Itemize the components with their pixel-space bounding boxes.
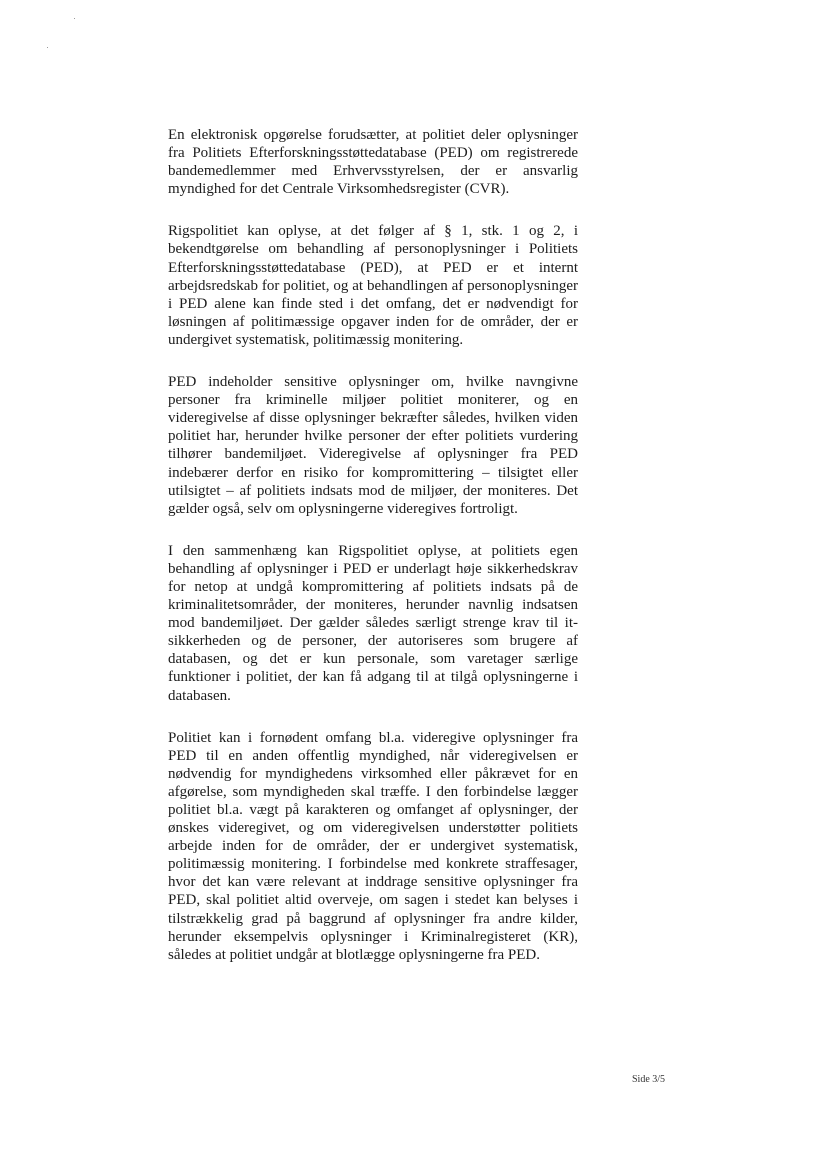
paragraph-2: Rigspolitiet kan oplyse, at det følger af § 1, stk. 1 og 2, i bekendtgørelse om behandling af personoplysninger i Politiets Efterforskningsstøttedatabase (PED), at PED er et internt arbejdsredskab for politiet, og at behandlingen af personoplysninger i PED alene kan finde sted i det omfang, det er nødvendigt for løsningen af politimæssige opgaver inden for de områder, der er undergivet systematisk, politimæssig monitering. [168, 223, 578, 348]
paragraph-5: Politiet kan i fornødent omfang bl.a. videregive oplysninger fra PED til en anden offentlig myndighed, når videregivelsen er nødvendig for myndighedens virksomhed eller påkrævet for en afgørelse, som myndigheden skal træffe. I den forbindelse lægger politiet bl.a. vægt på karakteren og omfanget af oplysninger, der ønskes videregivet, og om videregivelsen understøtter politiets arbejde inden for de områder, der er undergivet systematisk, politimæssig monitering. I forbindelse med konkrete straffesager, hvor det kan være relevant at inddrage sensitive oplysninger fra PED, skal politiet altid overveje, om sagen i stedet kan belyses i tilstrækkelig grad på baggrund af oplysninger fra andre kilder, herunder eksempelvis oplysninger i Kriminalregisteret (KR), således at politiet undgår at blotlægge oplysningerne fra PED. [168, 729, 578, 963]
document-body [168, 126, 578, 988]
paragraph-3: PED indeholder sensitive oplysninger om, hvilke navngivne personer fra kriminelle miljøer politiet moniterer, og en videregivelse af disse oplysninger bekræfter således, hvilken viden politiet har, herunder hvilke personer der efter politiets vurdering tilhører bandemiljøet. Videregivelse af oplysninger fra PED indebærer derfor en risiko for kompromittering – tilsigtet eller utilsigtet – af politiets indsats mod de miljøer, der moniteres. Det gælder også, selv om oplysningerne videregives fortroligt. [168, 374, 578, 517]
scan-speck [47, 47, 48, 48]
paragraph-1: En elektronisk opgørelse forudsætter, at politiet deler oplysninger fra Politiets Efterforskningsstøttedatabase (PED) om registrerede bandemedlemmer med Erhvervsstyrelsen, der er ansvarlig myndighed for det Centrale Virksomhedsregister (CVR). [168, 127, 578, 198]
scan-speck [74, 18, 75, 19]
page-number: Side 3/5 [632, 1074, 666, 1085]
paragraph-4: I den sammenhæng kan Rigspolitiet oplyse, at politiets egen behandling af oplysninger i PED er underlagt høje sikkerhedskrav for netop at undgå kompromittering af politiets indsats på de kriminalitetsområder, der moniteres, herunder navnlig indsatsen mod bandemiljøet. Der gælder således særligt strenge krav til it-sikkerheden og de personer, der autoriseres som brugere af databasen, og det er kun personale, som varetager særlige funktioner i politiet, der kan få adgang til at tilgå oplysningerne i databasen. [168, 542, 578, 704]
